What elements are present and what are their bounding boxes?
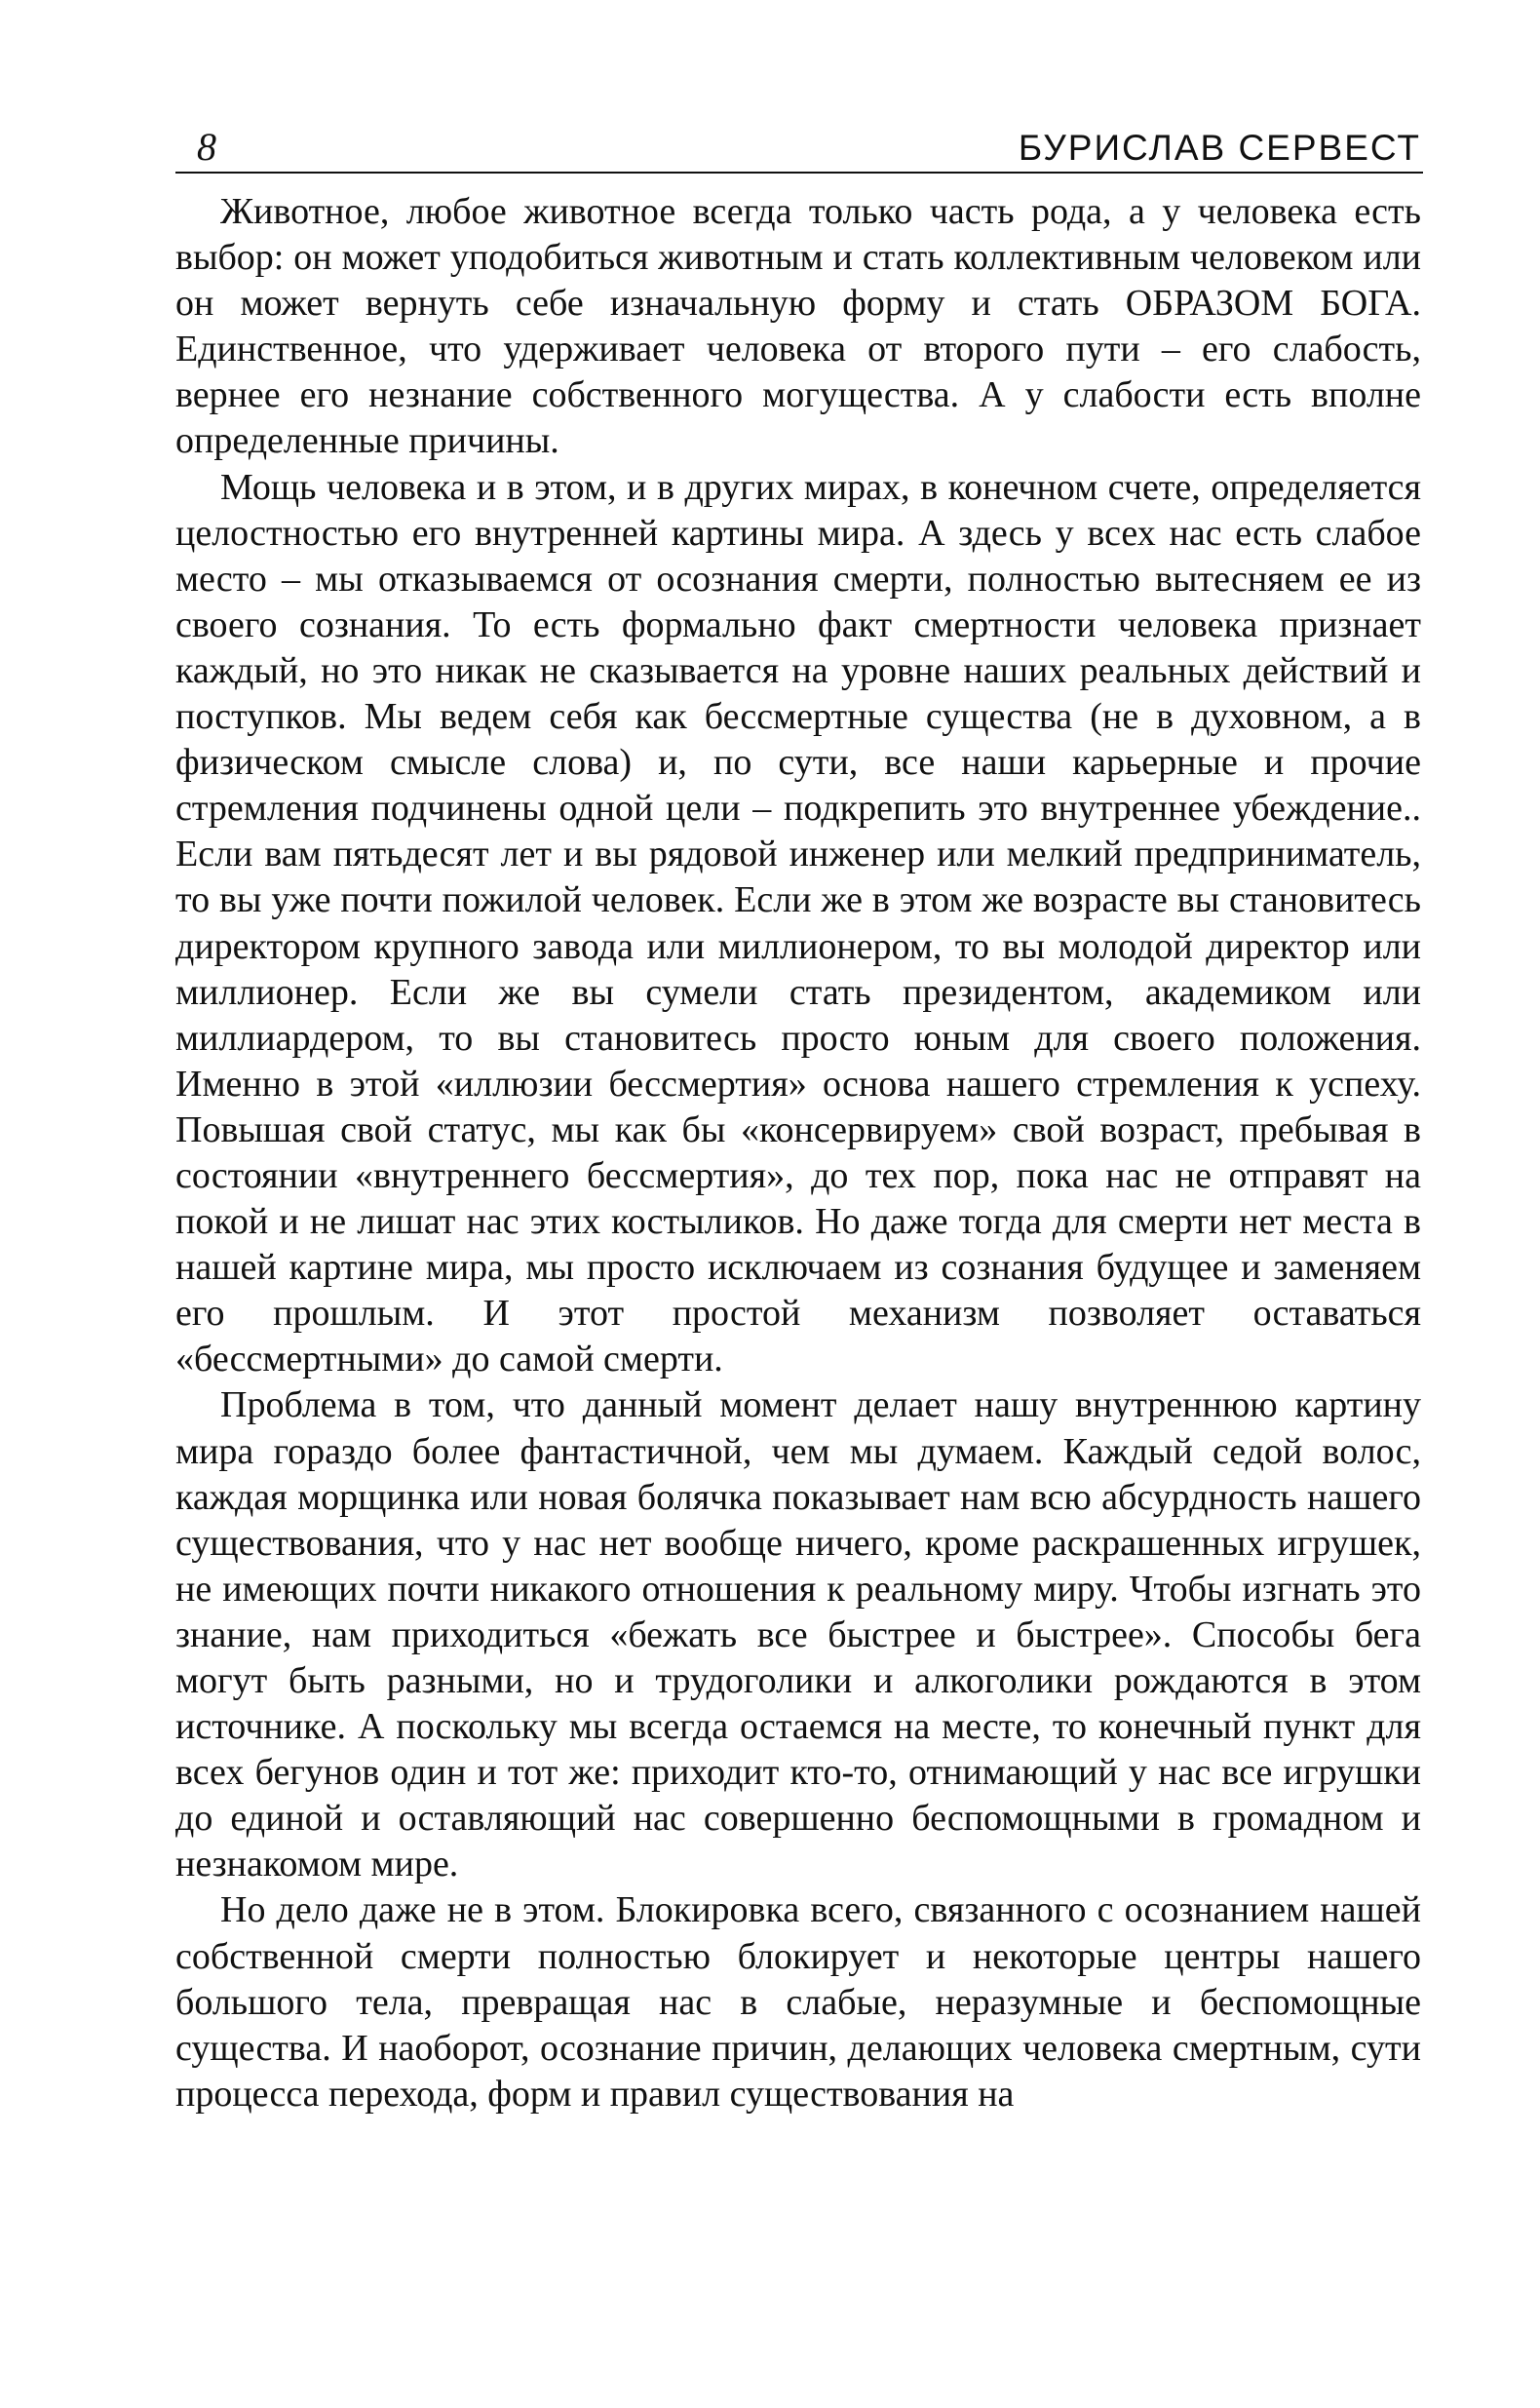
- paragraph: Но дело даже не в этом. Блокировка всего, связанного с осознанием нашей собственной смерти полностью блокирует и некоторые центры нашего большого тела, превращая нас в слабые, неразумные и беспомощные существа. И наоборот, осознание причин, делающих человека смертным, сути процесса перехода, форм и правил существования на: [175, 1889, 1421, 2115]
- paragraph: Проблема в том, что данный момент делает нашу внутреннюю картину мира гораздо более фантастичной, чем мы думаем. Каждый седой волос, каждая морщинка или новая болячка показывает нам всю абсурдность нашего существования, что у нас нет вообще ничего, кроме раскрашенных игрушек, не имеющих почти никакого отношения к реальному миру. Чтобы изгнать это знание, нам приходиться «бежать все быстрее и быстрее». Способы бега могут быть разными, но и трудоголики и алкоголики рождаются в этом источнике. А поскольку мы всегда остаемся на месте, то конечный пункт для всех бегунов один и тот же: приходит кто-то, отнимающий у нас все игрушки до единой и оставляющий нас совершенно беспомощными в громадном и незнакомом мире.: [175, 1384, 1421, 1885]
- paragraph: Мощь человека и в этом, и в других мирах, в конечном счете, определяется целостностью его внутренней картины мира. А здесь у всех нас есть слабое место – мы отказываемся от осознания смерти, полностью вытесняем ее из своего сознания. То есть формально факт смертности человека признает каждый, но это никак не сказывается на уровне наших реальных действий и поступков. Мы ведем себя как бессмертные существа (не в духовном, а в физическом смысле слова) и, по сути, все наши карьерные и прочие стремления подчинены одной цели – подкрепить это внутреннее убеждение.. Если вам пятьдесят лет и вы рядовой инженер или мелкий предприниматель, то вы уже почти пожилой человек. Если же в этом же возрасте вы становитесь директором крупного завода или миллионером, то вы молодой директор или миллионер. Если же вы сумели стать президентом, академиком или миллиардером, то вы становитесь просто юным для своего положения. Именно в этой «иллюзии бессмертия» основа нашего стремления к успеху. Повышая свой статус, мы как бы «консервируем» свой возраст, пребывая в состоянии «внутреннего бессмертия», до тех пор, пока нас не отправят на покой и не лишат нас этих костыликов. Но даже тогда для смерти нет места в нашей картине мира, мы просто исключаем из сознания будущее и заменяем его прошлым. И этот простой механизм позволяет оставаться «бессмертными» до самой смерти.: [175, 466, 1421, 1380]
- page-number: 8: [197, 125, 216, 169]
- body-text: [175, 189, 1421, 2117]
- paragraph: Животное, любое животное всегда только часть рода, а у человека есть выбор: он может уподобиться животным и стать коллективным человеком или он может вернуть себе изначальную форму и стать ОБРАЗОМ БОГА. Единственное, что удерживает человека от второго пути – его слабость, вернее его незнание собственного могущества. А у слабости есть вполне определенные причины.: [175, 191, 1421, 462]
- author-name: БУРИСЛАВ СЕРВЕСТ: [1018, 128, 1421, 168]
- running-header: [175, 123, 1423, 174]
